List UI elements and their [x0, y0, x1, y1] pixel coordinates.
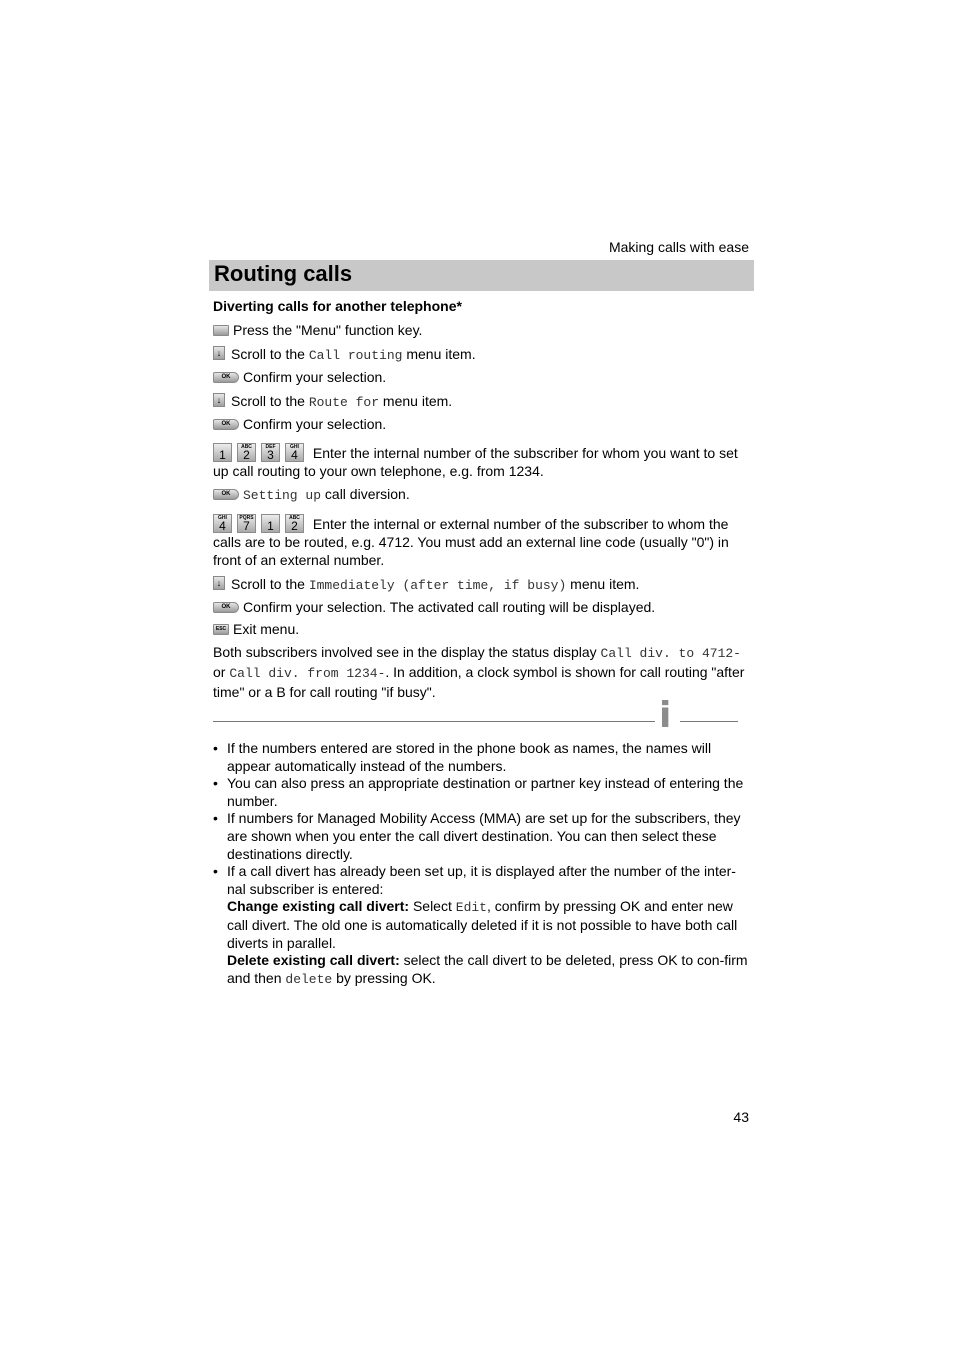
list-item: • You can also press an appropriate destination or partner key instead of entering the number. [213, 775, 753, 810]
note-text: select the call divert to be deleted, press OK to con-firm and then [227, 952, 748, 986]
digit-key-icon [285, 514, 304, 533]
info-divider [213, 721, 655, 722]
page-number: 43 [733, 1109, 749, 1125]
step-text: Confirm your selection. [243, 416, 387, 432]
page-title: Routing calls [214, 261, 353, 286]
menu-key-icon [213, 325, 229, 336]
digit-key-icon [237, 514, 256, 533]
menu-item-immediately: Immediately (after time, if busy) [308, 578, 567, 593]
digit-key-icon [261, 514, 280, 533]
info-divider [680, 721, 738, 722]
step-text: menu item. [566, 576, 640, 592]
step-confirm-3 [213, 598, 750, 616]
key-letters: DEF [265, 444, 276, 450]
esc-key-icon: ESC [213, 624, 229, 635]
step-text: Scroll to the [231, 576, 309, 592]
notes-list [213, 740, 753, 988]
step-confirm-1 [213, 368, 750, 386]
key-digit: 2 [243, 448, 250, 462]
info-icon: i [659, 695, 672, 736]
ok-key-icon: OK [213, 419, 239, 430]
note-text: by pressing OK. [332, 969, 436, 986]
step-enter-target-number [213, 514, 750, 569]
step-text: Scroll to the [231, 393, 309, 409]
key-letters: ABC [289, 515, 300, 521]
key-digit: 1 [267, 519, 274, 533]
digit-key-icon [237, 443, 256, 462]
list-item [213, 863, 753, 988]
status-display-to: Call div. to 4712- [600, 646, 741, 661]
display-setting-up: Setting up [243, 488, 322, 503]
note-text: Select [409, 898, 456, 915]
step-press-menu [213, 321, 750, 339]
status-paragraph [213, 643, 750, 701]
menu-item-edit: Edit [455, 900, 487, 916]
paragraph-text: . In addition, a clock symbol is shown for call routing "after time" or a B for call routing "if busy". [213, 664, 745, 700]
step-scroll-call-routing [213, 345, 750, 365]
key-digit: 2 [291, 519, 298, 533]
key-digit: 1 [219, 448, 226, 462]
key-digit: 4 [291, 448, 298, 462]
step-scroll-immediately [213, 575, 750, 595]
ok-key-icon: OK [213, 602, 239, 613]
step-scroll-route-for [213, 392, 750, 412]
delete-divert-label: Delete existing call divert: [227, 952, 400, 969]
step-enter-internal-number [213, 443, 750, 480]
digit-key-icon [261, 443, 280, 462]
section-subheading: Diverting calls for another telephone* [213, 298, 462, 314]
list-item: • If numbers for Managed Mobility Access (MMA) are set up for the subscribers, they are shown when you enter the call divert destination. You can then select these destinations directly. [213, 810, 753, 863]
paragraph-text: or [213, 664, 230, 680]
step-text: Press the "Menu" function key. [233, 322, 423, 338]
step-text: Confirm your selection. The activated call routing will be displayed. [243, 599, 656, 615]
key-letters: ABC [241, 444, 252, 450]
step-text: Enter the internal number of the subscriber for whom you want to set up call routing to your own telephone, e.g. from 1234. [213, 445, 738, 479]
step-confirm-2 [213, 415, 750, 433]
ok-key-icon: OK [213, 489, 239, 500]
step-setting-up [213, 485, 750, 505]
step-text: Enter the internal or external number of the subscriber to whom the calls are to be routed, e.g. 4712. You must add an external line code (usually "0") in front of an external number. [213, 516, 729, 568]
ok-key-icon: OK [213, 372, 239, 383]
key-letters: GHI [218, 515, 227, 521]
note-text: If a call divert has already been set up, it is displayed after the number of the inter-nal subscriber is entered: [227, 863, 736, 897]
scroll-down-key-icon: ↓ [213, 346, 225, 360]
key-digit: 7 [243, 519, 250, 533]
menu-item-delete: delete [285, 971, 333, 987]
running-header: Making calls with ease [608, 239, 749, 255]
scroll-down-key-icon: ↓ [213, 576, 225, 590]
paragraph-text: Both subscribers involved see in the display the status display [213, 644, 601, 660]
key-digit: 4 [219, 519, 226, 533]
title-bar [209, 260, 754, 291]
step-text: Confirm your selection. [243, 369, 387, 385]
status-display-from: Call div. from 1234- [229, 666, 386, 681]
step-text: menu item. [402, 346, 476, 362]
list-item: • If the numbers entered are stored in the phone book as names, the names will appear automatically instead of the numbers. [213, 740, 753, 775]
digit-key-icon [213, 443, 232, 462]
note-text: , confirm by pressing OK and enter new call divert. The old one is automatically deleted if it is not possible to have both call diverts in parallel. [227, 898, 738, 951]
change-divert-label: Change existing call divert: [227, 898, 410, 915]
menu-item-route-for: Route for [308, 395, 380, 410]
step-text: Exit menu. [233, 621, 300, 637]
step-exit-menu [213, 620, 750, 638]
digit-key-icon [285, 443, 304, 462]
step-text: call diversion. [321, 486, 410, 502]
key-letters: PQRS [239, 515, 254, 521]
step-text: menu item. [379, 393, 453, 409]
key-letters: GHI [290, 444, 299, 450]
menu-item-call-routing: Call routing [308, 348, 403, 363]
step-text: Scroll to the [231, 346, 309, 362]
key-digit: 3 [267, 448, 274, 462]
digit-key-icon [213, 514, 232, 533]
scroll-down-key-icon: ↓ [213, 393, 225, 407]
